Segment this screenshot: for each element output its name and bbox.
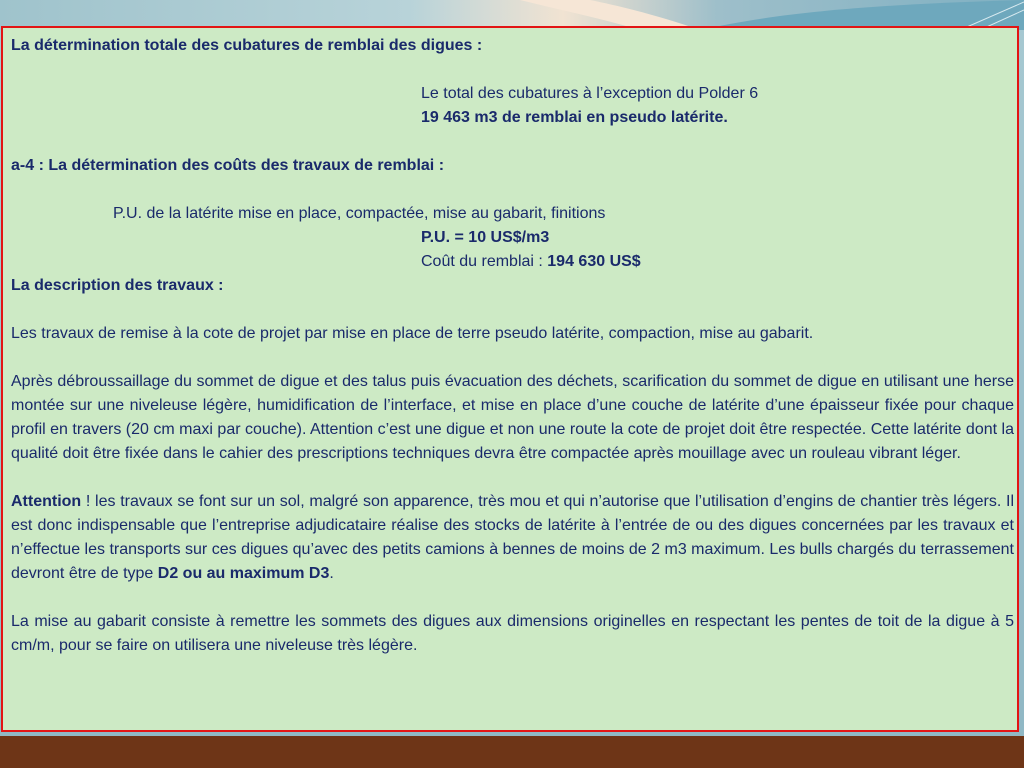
cost-line xyxy=(11,250,1014,274)
heading-description: La description des travaux : xyxy=(11,277,224,294)
pu-description: P.U. de la latérite mise en place, compactée, mise au gabarit, finitions xyxy=(113,205,606,222)
heading-costs: a-4 : La détermination des coûts des travaux de remblai : xyxy=(11,157,445,174)
paragraph-3-tail: . xyxy=(329,565,334,582)
paragraph-4: La mise au gabarit consiste à remettre les sommets des digues aux dimensions originelles en respectant les pentes de toit de la digue à 5 cm/m, pour se faire on utilisera une niveleuse très légère. xyxy=(11,613,1014,654)
paragraph-1: Les travaux de remise à la cote de projet par mise en place de terre pseudo latérite, compaction, mise au gabarit. xyxy=(11,325,814,342)
document-body xyxy=(11,34,1014,658)
bottom-decor-band xyxy=(0,736,1024,768)
paragraph-3-bold-end: D2 ou au maximum D3 xyxy=(157,565,330,582)
cost-label: Coût du remblai : xyxy=(421,253,548,270)
pu-value: P.U. = 10 US$/m3 xyxy=(421,229,550,246)
total-line: Le total des cubatures à l’exception du Polder 6 xyxy=(421,85,759,102)
total-value: 19 463 m3 de remblai en pseudo latérite. xyxy=(421,109,728,126)
cost-value: 194 630 US$ xyxy=(547,253,641,270)
paragraph-3 xyxy=(11,490,1014,586)
heading-cubatures: La détermination totale des cubatures de remblai des digues : xyxy=(11,37,483,54)
paragraph-2: Après débroussaillage du sommet de digue et des talus puis évacuation des déchets, scarification du sommet de digue en utilisant une herse montée sur une niveleuse légère, humidification de l’interface, et mise en place d’une couche de latérite d’une épaisseur fixée pour chaque profil en travers (20 cm maxi par couche). Attention c’est une digue et non une route la cote de projet doit être respectée. Cette latérite dont la qualité doit être fixée dans le cahier des prescriptions techniques devra être compactée après mouillage avec un rouleau vibrant léger. xyxy=(11,373,1014,462)
attention-lead: Attention xyxy=(11,493,82,510)
paragraph-3-body: ! les travaux se font sur un sol, malgré son apparence, très mou et qui n’autorise que l’utilisation d’engins de chantier très légers. Il est donc indispensable que l’entreprise adjudicataire réalise des stocks de latérite à l’entrée de ou des digues concernées par les travaux et n’effectue les transports sur ces digues qu’avec des petits camions à bennes de moins de 2 m3 maximum. Les bulls chargés du terrassement devront être de type xyxy=(11,493,1014,582)
